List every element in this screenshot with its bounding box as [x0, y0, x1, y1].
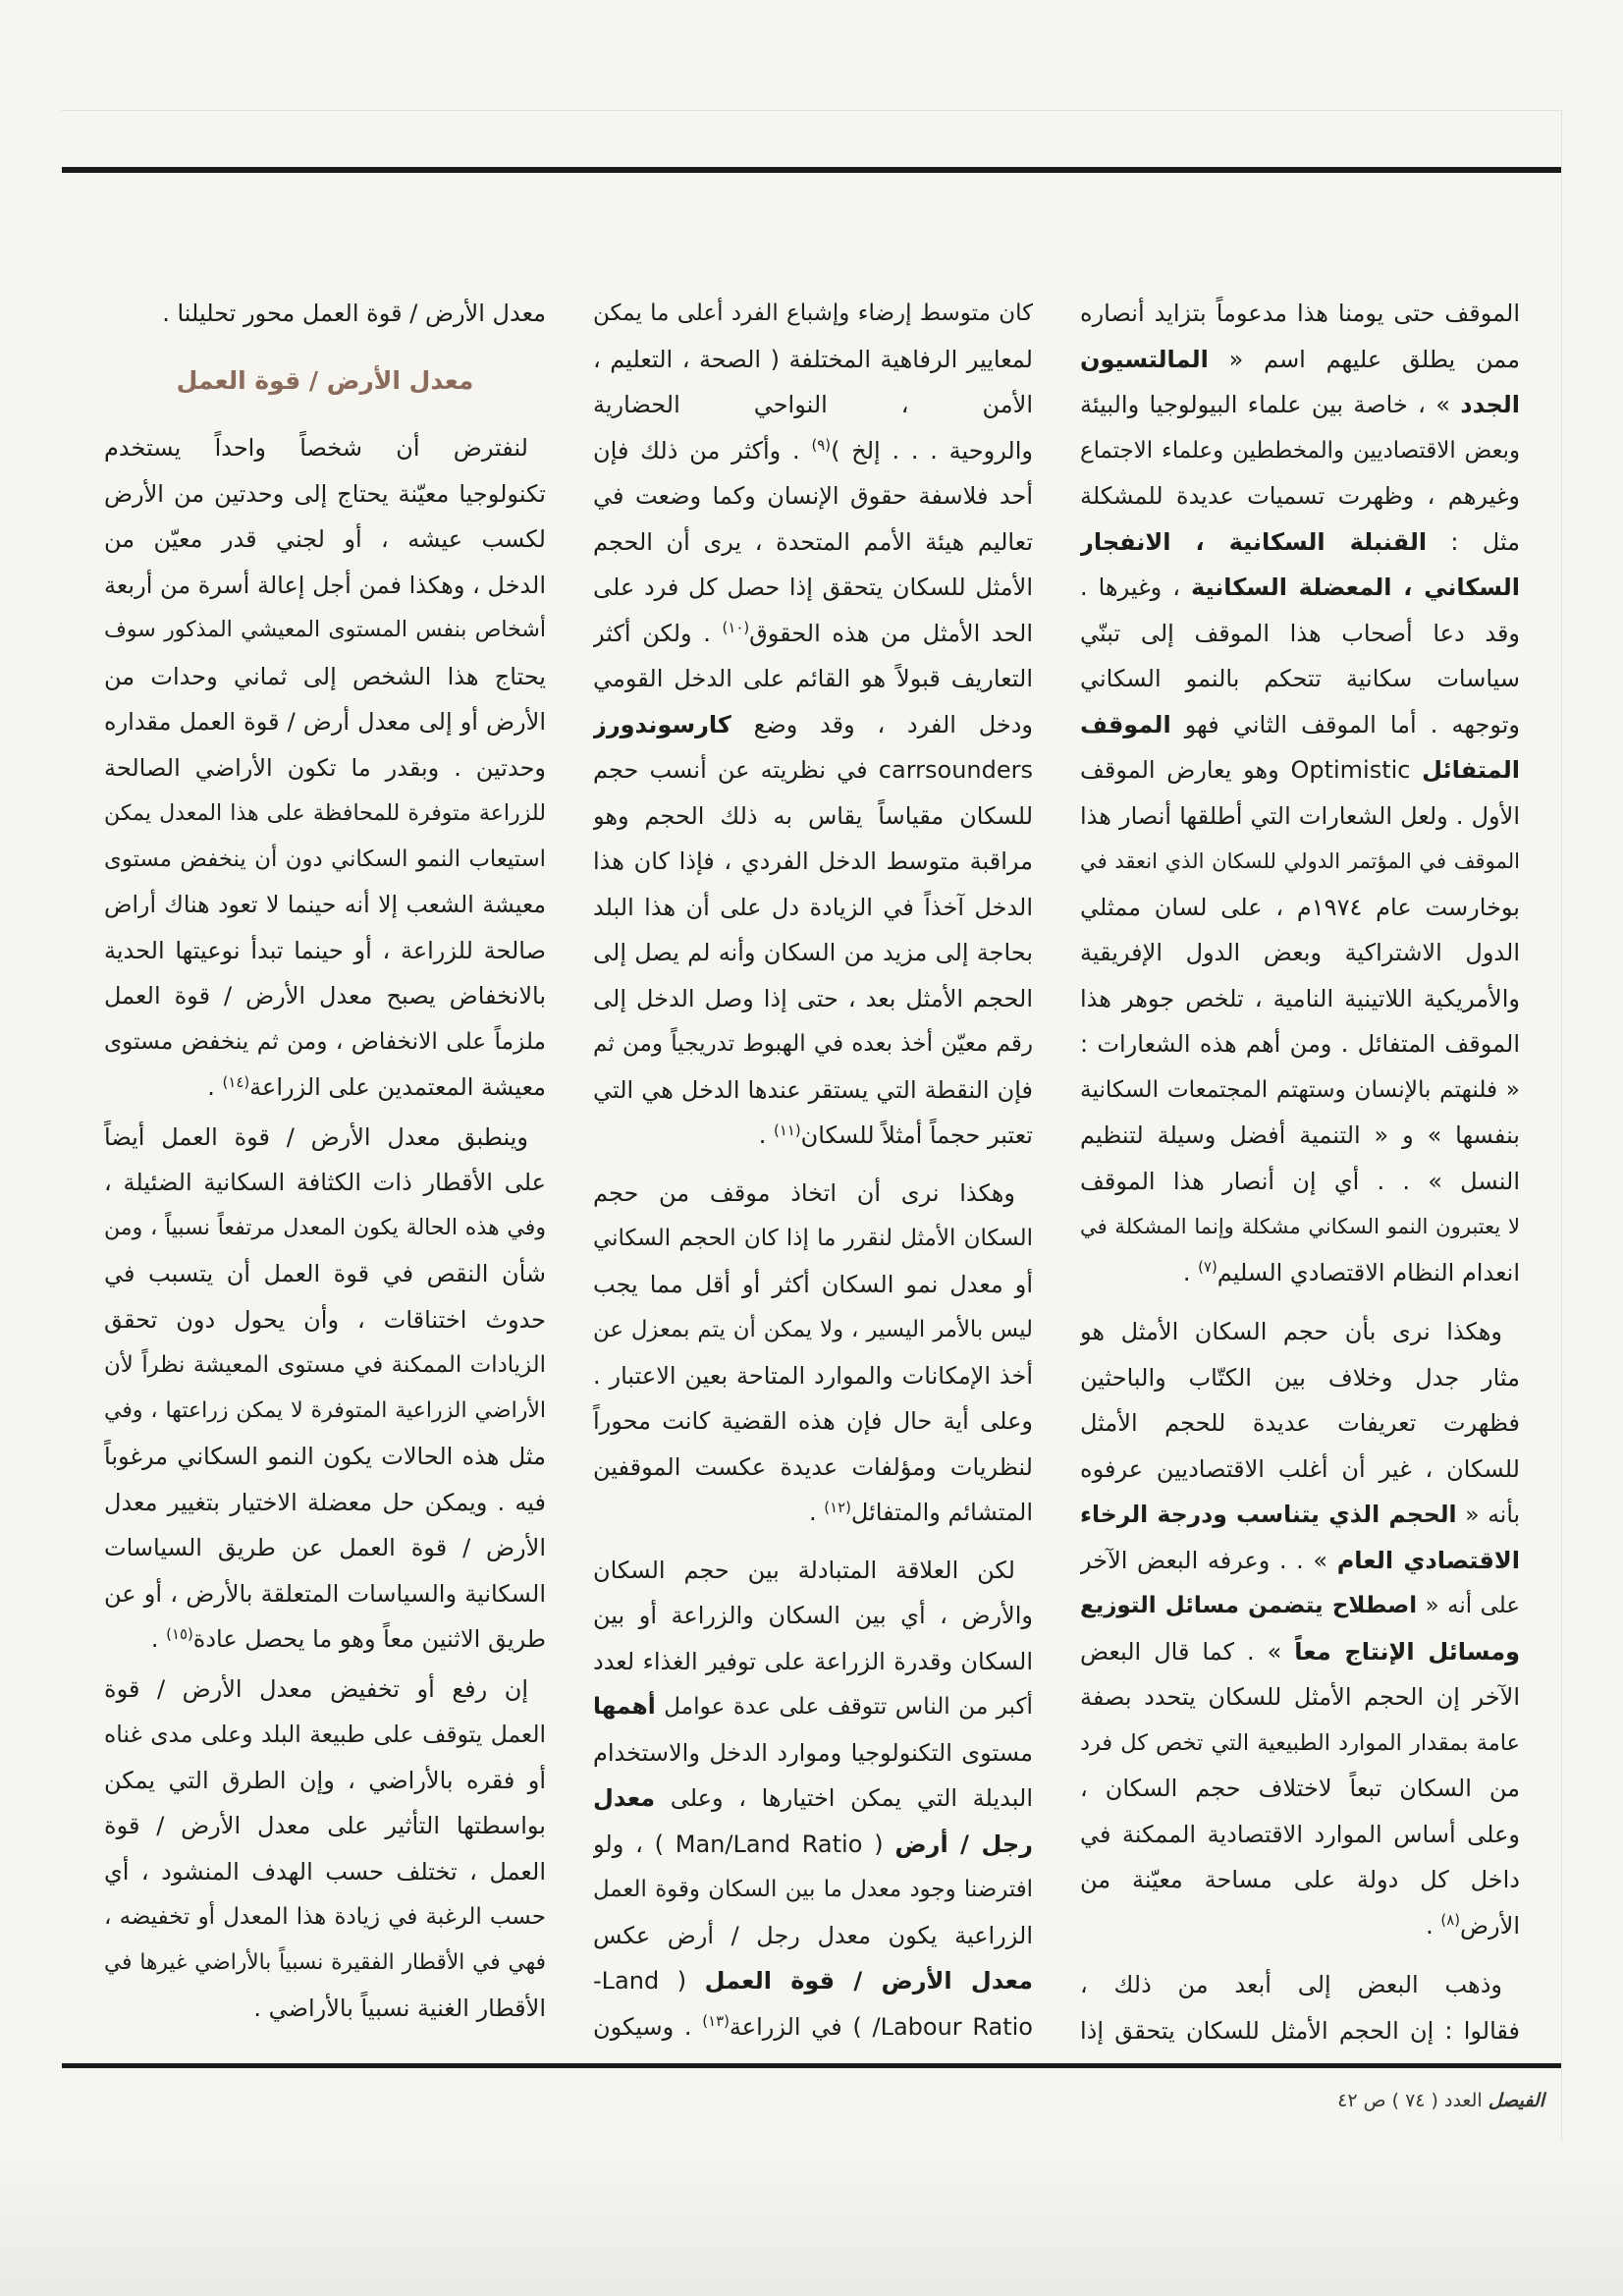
text-run: عامة بمقدار الموارد الطبيعية التي تخص كل فرد: [1080, 1729, 1520, 1756]
text-line: [593, 611, 1033, 657]
text-line: [1080, 1538, 1520, 1584]
text-line: [1080, 2008, 1520, 2054]
text-run: مراقبة متوسط الدخل الفردي ، فإذا كان هذا: [593, 847, 1033, 875]
text-line: [104, 1251, 546, 1297]
bold-term: الموقف: [1080, 710, 1171, 738]
text-line: [1080, 611, 1520, 657]
text-run: تعتبر حجماً أمثلاً للسكان: [800, 1121, 1033, 1149]
text-run: مثل :: [1427, 527, 1520, 556]
text-line: [593, 1776, 1033, 1822]
text-line: [593, 1958, 1033, 2004]
text-run: السكانية والسياسات المتعلقة بالأرض ، أو عن: [104, 1579, 546, 1608]
text-line: [1080, 1857, 1520, 1903]
footnote-ref: (٧): [1198, 1258, 1217, 1277]
text-run: الزيادات الممكنة في مستوى المعيشة نظراً لأن: [104, 1352, 546, 1378]
text-line: [104, 837, 546, 883]
text-line: [1080, 337, 1520, 383]
text-line: [593, 1548, 1033, 1594]
text-run: العمل ، تختلف حسب الهدف المنشود ، أي: [104, 1857, 546, 1886]
text-run: ( Land-: [593, 1967, 705, 1995]
text-run: الموقف في المؤتمر الدولي للسكان الذي انعقد في: [1080, 848, 1520, 873]
text-line: [1080, 1492, 1520, 1538]
text-run: معيشة المعتمدين على الزراعة: [249, 1073, 546, 1101]
text-run: carrsounders في نظريته عن أنسب حجم: [593, 756, 1033, 784]
text-line: [104, 425, 546, 471]
column-left: [104, 291, 546, 2032]
text-run: معدل الأرض / قوة العمل محور تحليلنا .: [162, 300, 546, 327]
text-run: وبعض الاقتصاديين والمخططين وعلماء الاجتماع: [1080, 437, 1520, 464]
text-run: يحتاج هذا الشخص إلى ثماني وحدات من: [104, 662, 546, 690]
text-run: الدخل ، وهكذا فمن أجل إعالة أسرة من أربعة: [104, 571, 546, 599]
footnote-ref: (١٥): [166, 1624, 193, 1643]
text-line: [1080, 747, 1520, 793]
text-run: البديلة التي يمكن اختيارها ، وعلى: [655, 1784, 1033, 1812]
text-line: [104, 699, 546, 745]
text-line: [593, 1822, 1033, 1868]
text-run: أو فقره بالأراضي ، وإن الطرق التي يمكن: [104, 1766, 546, 1794]
text-run: الأقطار الغنية نسبياً بالأراضي .: [253, 1995, 546, 2022]
text-line: [104, 1849, 546, 1895]
text-run: ملزماً على الانخفاض ، ومن ثم ينخفض مستوى: [104, 1027, 546, 1055]
text-line: [1080, 428, 1520, 474]
bold-term: رجل / أرض: [894, 1830, 1033, 1858]
text-line: [104, 882, 546, 928]
text-line: [593, 1067, 1033, 1114]
text-line: [1080, 1250, 1520, 1296]
section-heading: معدل الأرض / قوة العمل: [176, 365, 474, 395]
text-run: رقم معيّن أخذ بعده في الهبوط تدريجياً ومن ثم: [593, 1031, 1033, 1057]
text-run: والأمريكية اللاتينية النامية ، تلخص جوهر هذا: [1080, 984, 1520, 1012]
text-run: وتوجهه . أما الموقف الثاني فهو: [1170, 710, 1520, 738]
text-line: [104, 1758, 546, 1804]
paragraph: [104, 1667, 546, 2032]
bold-term: المالتسيون: [1080, 345, 1209, 373]
text-run: كان متوسط إرضاء وإشباع الفرد أعلى ما يمكن: [593, 301, 1033, 326]
text-line: [593, 1021, 1033, 1067]
text-run: . وسيكون: [593, 2012, 703, 2041]
text-line: [104, 1480, 546, 1526]
footnote-ref: (١٢): [824, 1498, 851, 1516]
text-line: [104, 791, 546, 837]
text-run: بالانخفاض يصبح معدل الأرض / قوة العمل: [104, 982, 546, 1010]
text-run: انعدام النظام الاقتصادي السليم: [1217, 1258, 1520, 1286]
text-line: [593, 2004, 1033, 2050]
text-line: [104, 1065, 546, 1111]
text-run: الموقف المتفائل . ومن أهم هذه الشعارات :: [1080, 1030, 1520, 1058]
footnote-ref: (١٠): [722, 619, 750, 637]
text-line: [593, 1867, 1033, 1913]
text-run: الأمثل للسكان يتحقق إذا حصل كل فرد على: [593, 574, 1033, 601]
text-run: للسكان مقياساً يقاس به ذلك الحجم وهو: [593, 801, 1033, 830]
text-run: مثل هذه الحالات يكون النمو السكاني مرغوباً: [104, 1443, 546, 1470]
text-line: [1080, 930, 1520, 976]
paragraph: [1080, 1962, 1520, 2053]
text-run: وينطبق معدل الأرض / قوة العمل أيضاً: [104, 1122, 528, 1151]
text-run: على أنه «: [1417, 1593, 1520, 1618]
text-line: [593, 976, 1033, 1022]
text-run: لمعايير الرفاهية المختلفة ( الصحة ، التعليم ،: [593, 345, 1033, 373]
text-line: [104, 1019, 546, 1066]
text-line: [104, 1712, 546, 1758]
text-run: داخل كل دولة على مساحة معيّنة من: [1080, 1866, 1520, 1893]
text-line: [1080, 1962, 1520, 2008]
text-line: [1080, 1812, 1520, 1858]
text-line: [1080, 565, 1520, 611]
text-run: وعلى أساس الموارد الاقتصادية الممكنة في: [1080, 1820, 1520, 1848]
text-run: الدول الاشتراكية وبعض الدول الإفريقية: [1080, 939, 1520, 966]
text-line: [1080, 976, 1520, 1022]
text-run: الأرض: [1460, 1911, 1520, 1940]
text-run: الحد الأمثل من هذه الحقوق: [749, 619, 1033, 647]
text-line: [593, 839, 1033, 885]
text-line: [593, 1593, 1033, 1639]
text-line: [593, 702, 1033, 748]
text-run: والأرض ، أي بين السكان والزراعة أو بين: [593, 1602, 1033, 1629]
paragraph: [593, 291, 1033, 1159]
text-run: فقالوا : إن الحجم الأمثل للسكان يتحقق إذا: [1080, 2016, 1520, 2045]
text-run: أشخاص بنفس المستوى المعيشي المذكور سوف: [104, 618, 546, 642]
text-line: [104, 1894, 546, 1941]
text-run: بواسطتها التأثير على معدل الأرض / قوة: [104, 1812, 546, 1839]
text-run: ليس بالأمر اليسير ، ولا يمكن أن يتم بمعزل عن: [593, 1317, 1033, 1342]
text-line: [1080, 656, 1520, 702]
text-run: الزراعية يكون معدل رجل / أرض عكس: [593, 1921, 1033, 1949]
text-run: .: [758, 1121, 775, 1149]
scan-shading: [0, 2141, 1623, 2296]
text-run: العمل يتوقف على طبيعة البلد وعلى مدى غناه: [104, 1721, 546, 1748]
text-run: أخذ الإمكانات والموارد المتاحة بعين الاعتبار .: [593, 1361, 1033, 1390]
text-run: وفي هذه الحالة يكون المعدل مرتفعاً نسبياً ، ومن: [104, 1215, 546, 1240]
text-run: الأمن ، النواحي الحضارية: [593, 391, 1033, 418]
text-run: ودخل الفرد ، وقد وضع: [730, 710, 1033, 738]
text-run: الأرض أو إلى معدل أرض / قوة العمل مقداره: [104, 708, 546, 736]
text-run: أكبر من الناس تتوقف على عدة عوامل: [655, 1693, 1033, 1720]
text-line: [593, 885, 1033, 931]
text-line: [593, 473, 1033, 519]
text-run: الآخر إن الحجم الأمثل للسكان يتحدد بصفة: [1080, 1683, 1520, 1711]
bold-term: أهمها: [593, 1693, 656, 1720]
page-footer: [1337, 2090, 1544, 2111]
text-line: [593, 1445, 1033, 1491]
text-run: والروحية . . . إلخ ): [831, 436, 1033, 465]
text-line: [104, 1297, 546, 1343]
text-line: [593, 1913, 1033, 1959]
text-line: [104, 471, 546, 518]
paragraph: [104, 291, 546, 337]
text-run: حدوث اختناقات ، وأن يحول دون تحقق: [104, 1305, 546, 1334]
text-run: وغيرهم ، وظهرت تسميات عديدة للمشكلة: [1080, 482, 1520, 510]
paragraph: [593, 1171, 1033, 1536]
bold-term: السكاني ، المعضلة السكانية: [1190, 574, 1520, 601]
text-run: وحدتين . وبقدر ما تكون الأراضي الصالحة: [104, 753, 546, 782]
text-line: [104, 1434, 546, 1480]
paragraph: [593, 1548, 1033, 2050]
text-line: [1080, 885, 1520, 931]
footnote-ref: (١٤): [222, 1072, 250, 1091]
text-line: [104, 517, 546, 563]
text-run: وعلى أية حال فإن هذه القضية كانت محوراً: [593, 1407, 1033, 1435]
text-line: [1080, 1159, 1520, 1205]
text-line: [1080, 1021, 1520, 1067]
text-line: [593, 1262, 1033, 1308]
text-run: ، وغيرها .: [1080, 574, 1191, 601]
text-run: النسل » . . أي إن أنصار هذا الموقف: [1080, 1167, 1520, 1195]
text-run: لنفترض أن شخصاً واحداً يستخدم: [104, 434, 528, 462]
text-run: صالحة للزراعة ، أو حينما تبدأ نوعيتها الحدية: [104, 936, 546, 964]
text-run: أحد فلاسفة حقوق الإنسان وكما وضعت في: [593, 482, 1033, 510]
text-line: [593, 1684, 1033, 1730]
text-run: وهكذا نرى بأن حجم السكان الأمثل هو: [1080, 1318, 1502, 1345]
text-run: أو معدل نمو السكان أكثر أو أقل مما يجب: [593, 1270, 1033, 1298]
text-run: .: [1182, 1258, 1199, 1286]
text-run: شأن النقص في قوة العمل أن يتسبب في: [104, 1260, 546, 1287]
paragraph: [1080, 1309, 1520, 1948]
text-line: [1080, 839, 1520, 885]
text-run: الموقف حتى يومنا هذا مدعوماً بتزايد أنصاره: [1080, 300, 1520, 327]
column-middle: [593, 291, 1033, 2050]
text-run: . وأكثر من ذلك فإن: [593, 436, 812, 465]
text-run: الحجم الأمثل بعد ، حتى إذا وصل الدخل إلى: [593, 984, 1033, 1012]
text-line: [1080, 702, 1520, 748]
text-line: [104, 291, 546, 337]
text-line: [104, 654, 546, 700]
text-run: معيشة الشعب إلا أنه حينما لا تعود هناك أراض: [104, 891, 546, 918]
text-run: وذهب البعض إلى أبعد من ذلك ،: [1080, 1971, 1502, 1998]
text-line: [104, 1160, 546, 1206]
text-line: [1080, 1766, 1520, 1812]
text-line: [104, 973, 546, 1019]
bold-term: كارسوندورز: [593, 710, 731, 738]
text-line: [104, 1206, 546, 1252]
text-run: الأراضي الزراعية المتوفرة لا يمكن زراعتها ، وفي: [104, 1397, 546, 1423]
text-run: للسكان ، غير أن أغلب الاقتصاديين عرفوه: [1080, 1454, 1520, 1483]
text-line: [1080, 1447, 1520, 1493]
footnote-ref: (١٣): [702, 2012, 730, 2031]
bold-term: معدل الأرض / قوة العمل: [704, 1967, 1033, 1995]
text-line: [104, 1986, 546, 2032]
text-run: بأنه «: [1456, 1501, 1520, 1528]
text-line: [593, 793, 1033, 840]
text-run: » ، خاصة بين علماء البيولوجيا والبيئة: [1080, 391, 1461, 418]
text-run: لنظريات ومؤلفات عديدة عكست الموقفين: [593, 1452, 1033, 1481]
text-line: [593, 1307, 1033, 1353]
text-line: [104, 928, 546, 974]
text-run: مثار جدل وخلاف بين الكتّاب والباحثين: [1080, 1363, 1520, 1392]
bold-term: الاقتصادي العام: [1336, 1546, 1520, 1574]
text-line: [593, 565, 1033, 611]
footer-magazine-name: الفيصل: [1488, 2090, 1544, 2111]
text-run: الأول . ولعل الشعارات التي أطلقها أنصار هذا: [1080, 801, 1520, 830]
text-run: .: [207, 1073, 223, 1101]
text-line: [104, 1115, 546, 1161]
text-run: من السكان تبعاً لاختلاف حجم السكان ،: [1080, 1775, 1520, 1802]
text-line: [1080, 1721, 1520, 1767]
text-line: [104, 1571, 546, 1617]
text-run: بحاجة إلى مزيد من السكان وأنه لم يصل إلى: [593, 939, 1033, 966]
text-line: [593, 747, 1033, 793]
text-line: [1080, 1583, 1520, 1629]
text-line: [593, 519, 1033, 566]
paragraph: [1080, 291, 1520, 1295]
text-run: ممن يطلق عليهم اسم «: [1208, 345, 1520, 373]
bold-term: اصطلاح يتضمن مسائل التوزيع: [1080, 1593, 1418, 1618]
bold-term: الحجم الذي يتناسب ودرجة الرخاء: [1080, 1501, 1457, 1528]
text-run: » . . وعرفه البعض الآخر: [1080, 1546, 1337, 1574]
text-line: [1080, 519, 1520, 566]
text-run: لكسب عيشه ، أو لجني قدر معيّن من: [104, 525, 546, 553]
text-line: [104, 1616, 546, 1663]
text-run: بنفسها » و « التنمية أفضل وسيلة لتنظيم: [1080, 1121, 1520, 1149]
text-line: [593, 1353, 1033, 1399]
bottom-rule: [62, 2063, 1561, 2068]
text-line: [1080, 1903, 1520, 1949]
paragraph: [104, 1115, 546, 1663]
bold-term: الجدد: [1460, 391, 1520, 418]
text-line: [593, 930, 1033, 976]
text-line: [593, 1113, 1033, 1159]
text-line: [1080, 473, 1520, 519]
text-line: [1080, 1204, 1520, 1250]
text-line: [593, 382, 1033, 428]
text-run: .: [1426, 1911, 1441, 1940]
text-line: [593, 337, 1033, 383]
text-run: . ولكن أكثر: [593, 619, 723, 647]
footnote-ref: (١١): [774, 1121, 801, 1139]
text-run: » . كما قال البعض: [1080, 1637, 1295, 1666]
text-run: Optimistic وهو يعارض الموقف: [1080, 756, 1423, 784]
text-run: لكن العلاقة المتبادلة بين حجم السكان: [593, 1556, 1015, 1584]
text-line: [104, 745, 546, 792]
text-run: فهي في الأقطار الفقيرة نسبياً بالأراضي غيرها في: [104, 1949, 546, 1975]
text-run: المتشائم والمتفائل: [850, 1499, 1033, 1526]
text-run: الدخل آخذاً في الزيادة دل على أن هذا البلد: [593, 893, 1033, 921]
text-line: [593, 656, 1033, 702]
bold-term: القنبلة السكانية ، الانفجار: [1080, 527, 1428, 556]
text-run: للزراعة متوفرة للمحافظة على هذا المعدل يمكن: [104, 800, 546, 826]
text-line: [104, 1667, 546, 1713]
text-line: [1080, 1309, 1520, 1355]
text-run: على الأقطار ذات الكثافة السكانية الضئيلة ،: [104, 1169, 546, 1196]
footnote-ref: (٩): [811, 436, 832, 455]
text-line: [104, 1525, 546, 1571]
text-run: التعاريف قبولاً هو القائم على الدخل القومي: [593, 665, 1033, 692]
text-run: فيه . ويمكن حل معضلة الاختيار بتغيير معدل: [104, 1488, 546, 1516]
text-run: بوخارست عام ١٩٧٤م ، على لسان ممثلي: [1080, 893, 1520, 921]
text-line: [593, 428, 1033, 474]
footnote-ref: (٨): [1440, 1911, 1461, 1930]
text-run: تكنولوجيا معيّنة يحتاج إلى وحدتين من الأرض: [104, 479, 546, 508]
text-run: فإن النقطة التي يستقر عندها الدخل هي التي: [593, 1075, 1033, 1104]
bold-term: ومسائل الإنتاج معاً: [1294, 1637, 1520, 1666]
text-line: [593, 1639, 1033, 1685]
text-line: [593, 1398, 1033, 1445]
text-run: السكان وقدرة الزراعة على توفير الغذاء لعدد: [593, 1647, 1033, 1675]
text-run: سياسات سكانية تتحكم بالنمو السكاني: [1080, 665, 1520, 692]
text-line: [1080, 793, 1520, 840]
text-line: [1080, 382, 1520, 428]
text-line: [593, 1216, 1033, 1262]
text-line: [593, 291, 1033, 337]
text-run: .: [150, 1625, 167, 1653]
text-line: [1080, 1674, 1520, 1721]
text-line: [593, 1490, 1033, 1536]
text-run: فظهرت تعريفات عديدة للحجم الأمثل: [1080, 1409, 1520, 1437]
text-run: الأرض / قوة العمل عن طريق السياسات: [104, 1534, 546, 1561]
text-run: افترضنا وجود معدل ما بين السكان وقوة العمل: [593, 1877, 1033, 1902]
text-line: [104, 1342, 546, 1389]
text-run: استيعاب النمو السكاني دون أن ينخفض مستوى: [104, 846, 546, 872]
text-run: .: [809, 1499, 825, 1526]
text-run: لا يعتبرون النمو السكاني مشكلة وإنما المشكلة في: [1080, 1214, 1520, 1238]
text-line: [1080, 1113, 1520, 1159]
text-run: وقد دعا أصحاب هذا الموقف إلى تبنّي: [1080, 619, 1520, 647]
text-run: إن رفع أو تخفيض معدل الأرض / قوة: [104, 1674, 528, 1703]
text-line: [593, 1730, 1033, 1777]
text-line: [104, 1803, 546, 1849]
bold-term: معدل: [593, 1784, 656, 1812]
text-line: [104, 1941, 546, 1987]
text-line: [104, 1389, 546, 1435]
text-run: Labour Ratio/ ) في الزراعة: [729, 2012, 1033, 2041]
text-run: « فلنهتم بالإنسان وستهتم المجتمعات السكانية: [1080, 1075, 1520, 1103]
text-line: [1080, 1629, 1520, 1675]
text-run: طريق الاثنين معاً وهو ما يحصل عادة: [192, 1625, 546, 1653]
footer-issue-page: العدد ( ٧٤ ) ص ٤٢: [1337, 2090, 1483, 2111]
text-run: ( Man/Land Ratio ) ، ولو: [593, 1830, 895, 1858]
text-run: مستوى التكنولوجيا وموارد الدخل والاستخدام: [593, 1738, 1033, 1767]
text-line: [1080, 291, 1520, 337]
text-run: السكان الأمثل لنقرر ما إذا كان الحجم السكاني: [593, 1226, 1033, 1251]
column-right: [1080, 291, 1520, 2053]
top-rule: [62, 167, 1561, 173]
text-line: [1080, 1067, 1520, 1114]
bold-term: المتفائل: [1422, 756, 1520, 784]
text-line: [593, 1171, 1033, 1217]
text-run: وهكذا نرى أن اتخاذ موقف من حجم: [593, 1178, 1015, 1207]
paragraph: [104, 425, 546, 1111]
text-run: حسب الرغبة في زيادة هذا المعدل أو تخفيضه ،: [104, 1904, 546, 1930]
text-line: [104, 608, 546, 654]
text-line: [1080, 1355, 1520, 1401]
text-run: تعاليم هيئة الأمم المتحدة ، يرى أن الحجم: [593, 527, 1033, 556]
text-line: [104, 563, 546, 609]
text-line: [1080, 1400, 1520, 1447]
